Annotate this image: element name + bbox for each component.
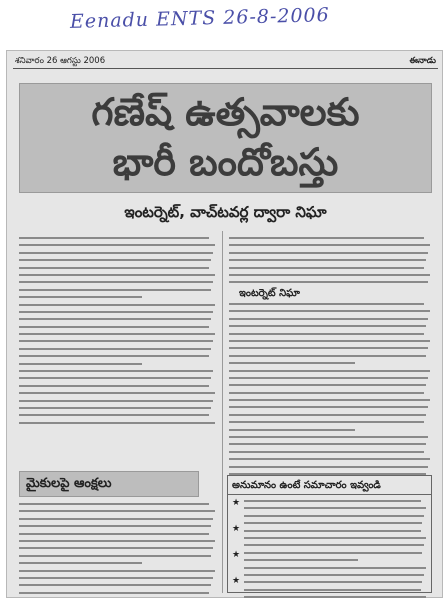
text-line bbox=[19, 422, 215, 424]
text-line bbox=[229, 458, 430, 460]
info-box bbox=[227, 475, 432, 593]
text-line bbox=[19, 355, 209, 357]
text-line bbox=[244, 596, 426, 598]
star-bullet-icon: ★ bbox=[232, 576, 241, 586]
info-box-text bbox=[244, 500, 428, 600]
text-line bbox=[229, 443, 426, 445]
text-line bbox=[229, 281, 428, 283]
text-line bbox=[244, 559, 358, 561]
text-line bbox=[244, 574, 424, 576]
text-line bbox=[244, 500, 421, 502]
text-line bbox=[19, 562, 142, 564]
text-line bbox=[19, 377, 211, 379]
text-line bbox=[19, 296, 142, 298]
text-line bbox=[19, 237, 209, 239]
text-line bbox=[19, 555, 211, 557]
text-line bbox=[229, 436, 428, 438]
text-line bbox=[19, 252, 213, 254]
headline-line-2: భారీ బందోబస్తు bbox=[112, 140, 339, 184]
text-line bbox=[244, 544, 424, 546]
text-line bbox=[244, 530, 421, 532]
body-text-left bbox=[19, 237, 217, 429]
text-line bbox=[19, 326, 209, 328]
text-line bbox=[19, 244, 215, 246]
text-line bbox=[229, 421, 424, 423]
text-line bbox=[244, 552, 422, 554]
body-text-bottom-left bbox=[19, 503, 217, 599]
text-line bbox=[229, 267, 424, 269]
headline-line-1: గణేష్ ఉత్సవాలకు bbox=[91, 90, 360, 134]
text-line bbox=[244, 589, 421, 591]
text-line bbox=[19, 525, 211, 527]
text-line bbox=[19, 311, 213, 313]
dateline-bar bbox=[13, 55, 438, 69]
column-divider bbox=[222, 231, 223, 593]
text-line bbox=[19, 518, 213, 520]
text-line bbox=[229, 303, 424, 305]
text-line bbox=[19, 318, 211, 320]
text-line bbox=[244, 581, 422, 583]
text-line bbox=[19, 592, 209, 594]
text-line bbox=[229, 259, 426, 261]
text-line bbox=[229, 466, 428, 468]
text-line bbox=[19, 281, 213, 283]
star-bullet-icon: ★ bbox=[232, 550, 241, 560]
text-line bbox=[229, 325, 426, 327]
text-line bbox=[19, 407, 211, 409]
text-line bbox=[19, 503, 209, 505]
text-line bbox=[229, 340, 430, 342]
text-line bbox=[19, 363, 142, 365]
text-line bbox=[229, 399, 430, 401]
text-line bbox=[229, 406, 428, 408]
text-line bbox=[229, 370, 430, 372]
text-line bbox=[19, 547, 213, 549]
text-line bbox=[244, 515, 424, 517]
text-line bbox=[19, 274, 215, 276]
text-line bbox=[19, 400, 213, 402]
text-line bbox=[229, 377, 428, 379]
star-bullet-icon: ★ bbox=[232, 498, 241, 508]
text-line bbox=[19, 267, 209, 269]
text-line bbox=[229, 252, 428, 254]
text-line bbox=[229, 237, 424, 239]
text-line bbox=[244, 507, 426, 509]
headline-box bbox=[19, 83, 432, 193]
text-line bbox=[19, 333, 215, 335]
text-line bbox=[19, 577, 213, 579]
text-line bbox=[229, 274, 430, 276]
paper-name: ఈనాడు bbox=[409, 56, 436, 66]
text-line bbox=[229, 318, 428, 320]
text-line bbox=[19, 304, 215, 306]
text-line bbox=[244, 537, 426, 539]
text-line bbox=[19, 370, 213, 372]
text-line bbox=[244, 567, 426, 569]
text-line bbox=[229, 310, 430, 312]
info-box-rule bbox=[228, 494, 431, 495]
body-text-right-top bbox=[229, 237, 432, 289]
box-heading: మైకులపై ఆంక్షలు bbox=[19, 471, 199, 497]
text-line bbox=[229, 429, 355, 431]
text-line bbox=[229, 244, 430, 246]
text-line bbox=[19, 392, 215, 394]
text-line bbox=[19, 289, 211, 291]
section-heading-internet: ఇంటర్నెట్ నిఘా bbox=[239, 288, 300, 299]
text-line bbox=[19, 385, 209, 387]
text-line bbox=[19, 570, 215, 572]
info-box-title: అనుమానం ఉంటే సమాచారం ఇవ్వండి bbox=[232, 480, 381, 491]
text-line bbox=[229, 333, 424, 335]
text-line bbox=[229, 384, 426, 386]
text-line bbox=[229, 451, 424, 453]
text-line bbox=[229, 392, 424, 394]
newspaper-clipping bbox=[6, 50, 443, 598]
text-line bbox=[19, 584, 211, 586]
text-line bbox=[229, 347, 428, 349]
text-line bbox=[229, 362, 355, 364]
text-line bbox=[19, 540, 215, 542]
text-line bbox=[229, 355, 426, 357]
text-line bbox=[229, 414, 426, 416]
subheadline: ఇంటర్నెట్, వాచ్‌టవర్ల ద్వారా నిఘా bbox=[124, 203, 327, 221]
text-line bbox=[19, 533, 209, 535]
text-line bbox=[19, 340, 213, 342]
text-line bbox=[19, 510, 215, 512]
dateline: శనివారం 26 ఆగస్టు 2006 bbox=[15, 56, 106, 66]
text-line bbox=[244, 522, 422, 524]
star-bullet-icon: ★ bbox=[232, 524, 241, 534]
body-text-right-bottom bbox=[229, 303, 432, 480]
text-line bbox=[19, 259, 211, 261]
handwritten-note: Eenadu ENTS 26-8-2006 bbox=[69, 4, 330, 33]
text-line bbox=[19, 414, 209, 416]
text-line bbox=[19, 348, 211, 350]
